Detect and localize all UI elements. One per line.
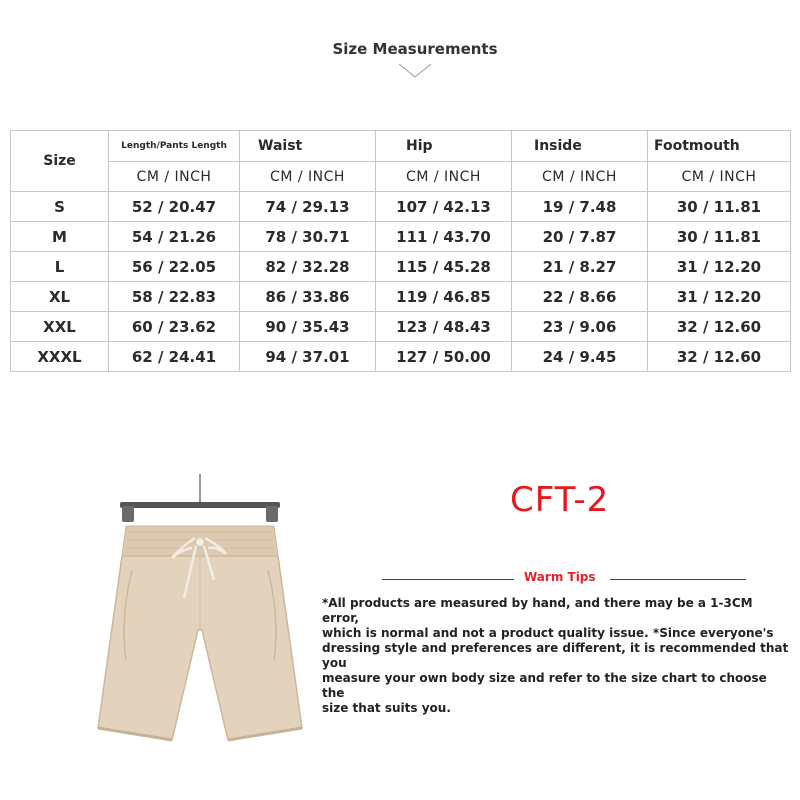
khaki-drawstring-shorts-on-hanger-icon [98, 526, 302, 740]
size-cell: L [11, 252, 109, 282]
unit-label: CM / INCH [109, 162, 240, 192]
measurement-cell: 127 / 50.00 [376, 342, 512, 372]
measurement-cell: 31 / 12.20 [648, 282, 791, 312]
tips-divider-right [610, 579, 746, 580]
size-cell: XXL [11, 312, 109, 342]
tips-divider-left [382, 579, 514, 580]
chevron-down-icon [398, 63, 432, 79]
measurement-cell: 82 / 32.28 [240, 252, 376, 282]
measurement-cell: 30 / 11.81 [648, 192, 791, 222]
measurement-cell: 56 / 22.05 [109, 252, 240, 282]
unit-label: CM / INCH [240, 162, 376, 192]
table-row [11, 252, 791, 282]
tips-line: which is normal and not a product quality issue. *Since everyone's [322, 626, 774, 640]
tips-line: dressing style and preferences are different, it is recommended that you [322, 641, 789, 670]
measurement-cell: 31 / 12.20 [648, 252, 791, 282]
hanger-icon [120, 474, 280, 522]
tips-line: measure your own body size and refer to the size chart to choose the [322, 671, 767, 700]
measurement-cell: 90 / 35.43 [240, 312, 376, 342]
shorts-product-image [80, 470, 320, 750]
measurement-cell: 32 / 12.60 [648, 342, 791, 372]
warm-tips-label: Warm Tips [524, 570, 596, 584]
warm-tips-text [322, 596, 792, 716]
measurement-cell: 74 / 29.13 [240, 192, 376, 222]
measurement-cell: 86 / 33.86 [240, 282, 376, 312]
measurement-cell: 24 / 9.45 [512, 342, 648, 372]
measurement-cell: 58 / 22.83 [109, 282, 240, 312]
measurement-cell: 20 / 7.87 [512, 222, 648, 252]
measurement-cell: 60 / 23.62 [109, 312, 240, 342]
measurement-cell: 54 / 21.26 [109, 222, 240, 252]
measurement-cell: 123 / 48.43 [376, 312, 512, 342]
table-row [11, 312, 791, 342]
table-row [11, 192, 791, 222]
waist-column-header: Waist [240, 131, 376, 162]
size-cell: XL [11, 282, 109, 312]
table-row [11, 282, 791, 312]
size-column-header: Size [11, 131, 109, 192]
inside-column-header: Inside [512, 131, 648, 162]
tips-line: *All products are measured by hand, and there may be a 1-3CM error, [322, 596, 753, 625]
measurement-cell: 23 / 9.06 [512, 312, 648, 342]
table-row [11, 222, 791, 252]
measurement-cell: 52 / 20.47 [109, 192, 240, 222]
table-header-row [11, 131, 791, 162]
unit-label: CM / INCH [376, 162, 512, 192]
length-column-header: Length/Pants Length [109, 131, 240, 162]
page-title: Size Measurements [332, 40, 498, 58]
measurement-cell: 119 / 46.85 [376, 282, 512, 312]
unit-label: CM / INCH [512, 162, 648, 192]
measurement-cell: 19 / 7.48 [512, 192, 648, 222]
measurement-cell: 107 / 42.13 [376, 192, 512, 222]
hip-column-header: Hip [376, 131, 512, 162]
unit-row [11, 162, 791, 192]
measurement-cell: 62 / 24.41 [109, 342, 240, 372]
unit-label: CM / INCH [648, 162, 791, 192]
table-row [11, 342, 791, 372]
size-cell: XXXL [11, 342, 109, 372]
measurement-cell: 94 / 37.01 [240, 342, 376, 372]
measurement-cell: 115 / 45.28 [376, 252, 512, 282]
footmouth-column-header: Footmouth [648, 131, 791, 162]
measurement-cell: 78 / 30.71 [240, 222, 376, 252]
measurement-cell: 30 / 11.81 [648, 222, 791, 252]
product-code: CFT-2 [510, 480, 610, 520]
measurement-cell: 32 / 12.60 [648, 312, 791, 342]
size-table [10, 130, 791, 372]
tips-line: size that suits you. [322, 701, 451, 715]
size-cell: M [11, 222, 109, 252]
size-cell: S [11, 192, 109, 222]
measurement-cell: 22 / 8.66 [512, 282, 648, 312]
measurement-cell: 21 / 8.27 [512, 252, 648, 282]
measurement-cell: 111 / 43.70 [376, 222, 512, 252]
